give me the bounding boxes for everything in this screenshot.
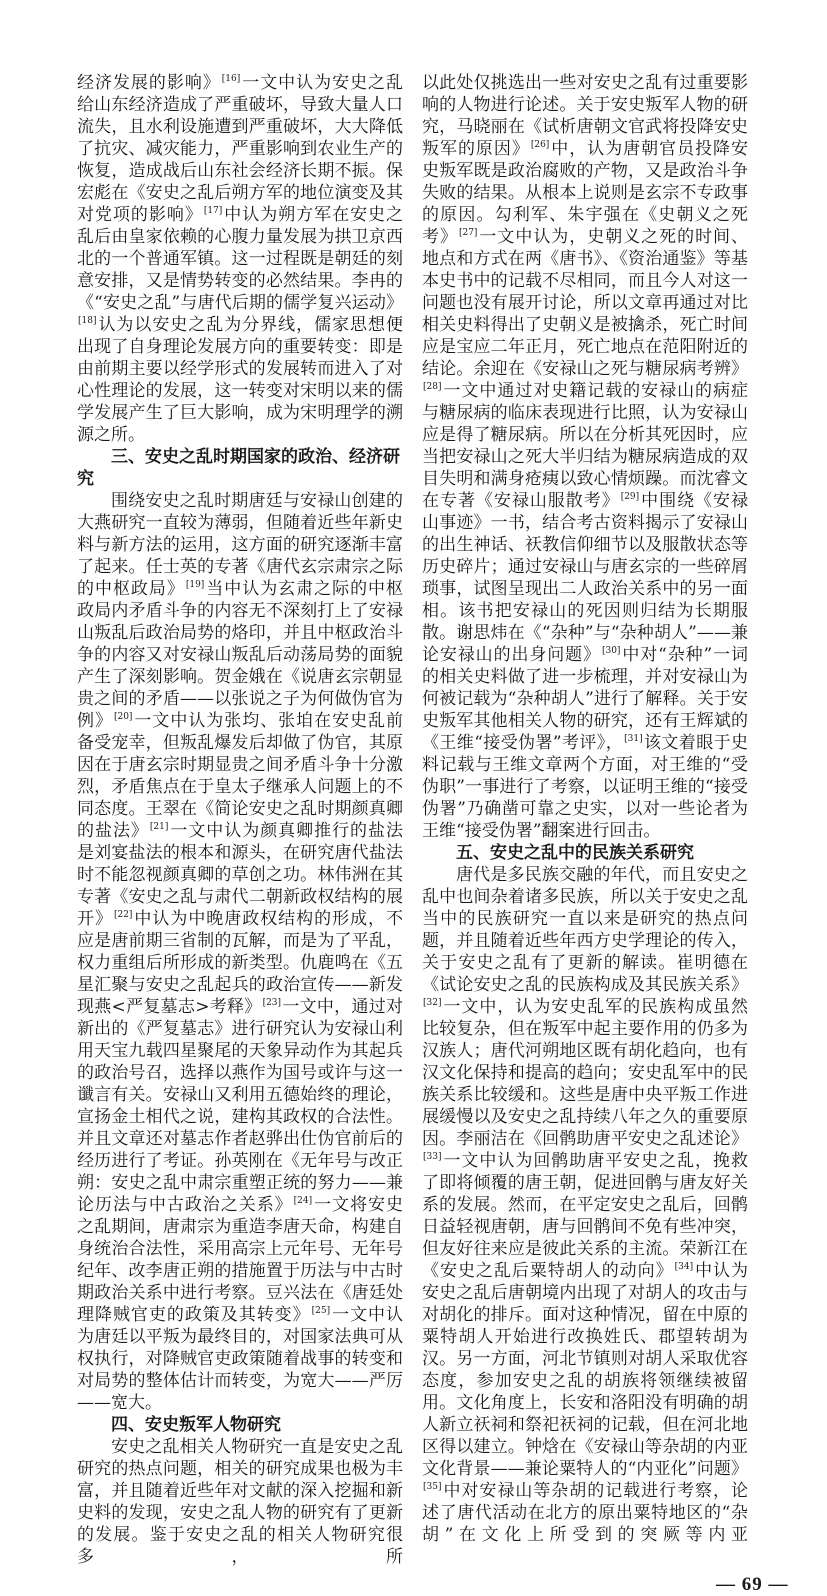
citation-ref: [24]	[293, 1196, 313, 1207]
citation-ref: [21]	[149, 822, 169, 833]
text-run: 一文中认为唐廷以平叛为最终目的，对国家法典可从权执行，对降贼官吏政策随着战事的转变和对局势的整体估计而转变，为宽大——严厉——宽大。	[77, 1305, 404, 1413]
body-paragraph	[422, 864, 748, 1546]
right-column	[422, 72, 748, 1546]
citation-ref: [33]	[423, 1152, 442, 1163]
citation-ref: [35]	[423, 1482, 442, 1493]
citation-ref: [20]	[113, 712, 133, 723]
text-run: 唐代是多民族交融的年代，而且安史之乱中也间杂着诸多民族，所以关于安史之乱当中的民族研究一直以来是研究的热点问题，并且随着近些年西方史学理论的传入，关于安史之乱有了更新的解读。崔明德在《试论安史之乱的民族构成及其民族关系》	[422, 865, 748, 995]
citation-ref: [29]	[620, 492, 640, 503]
text-run: 中认为安史之乱后唐朝境内出现了对胡人的攻击与对胡化的排斥。面对这种情况，留在中原的粟特胡人开始进行改换姓氏、郡望转胡为汉。另一方面，河北节镇则对胡人采取优容态度，参加安史之乱的胡族将领继续被留用。文化角度上，长安和洛阳没有明确的胡人新立祆祠和祭祀祆祠的记载，但在河北地区得以建立。钟焓在《安禄山等杂胡的内亚文化背景——兼论粟特人的“内亚化”问题》	[422, 1261, 749, 1479]
citation-ref: [22]	[113, 910, 133, 921]
left-column	[77, 72, 403, 1568]
text-run: 经济发展的影响》	[77, 73, 221, 93]
body-paragraph	[77, 490, 403, 1414]
citation-ref: [18]	[78, 316, 97, 327]
text-run: 认为以安史之乱为分界线，儒家思想便出现了自身理论发展方向的重要转变：即是由前期主要以经学形式的发展转而进入了对心性理论的发展，这一转变对宋明以来的儒学发展产生了巨大影响，成为宋明理学的溯源之所。	[77, 315, 403, 445]
citation-ref: [16]	[221, 74, 241, 85]
text-run: 中认为中晚唐政权结构的形成，不应是唐前期三省制的瓦解，而是为了平乱，权力重组后所形成的新类型。仇鹿鸣在《五星汇聚与安史之乱起兵的政治宣传——新发现燕<严复墓志>考释》	[77, 909, 404, 1017]
citation-ref: [23]	[262, 998, 282, 1009]
citation-ref: [34]	[674, 1262, 694, 1273]
text-run: 中认为朔方军在安史之乱后由皇家依赖的心腹力量发展为拱卫京西北的一个普通军镇。这一过程既是朝廷的刻意安排，又是情势转变的必然结果。李冉的《“安史之乱”与唐代后期的儒学复兴运动》	[77, 205, 404, 313]
text-run: 中对“杂种”一词的相关史料做了进一步梳理，并对安禄山为何被记载为“杂种胡人”进行了解释。关于安史叛军其他相关人物的研究，还有王辉斌的《王维“接受伪署”考评》，	[422, 645, 749, 753]
text-run: 一文中认为，史朝义之死的时间、地点和方式在两《唐书》、《资治通鉴》等基本史书中的记载不尽相同，而且今人对这一问题也没有展开讨论，所以文章再通过对比相关史料得出了史朝义是被擒杀，死亡时间应是宝应二年正月，死亡地点在范阳附近的结论。余迎在《安禄山之死与糖尿病考辨》	[422, 227, 749, 379]
citation-ref: [30]	[601, 646, 621, 657]
text-run: 该文着眼于史料记载与王维文章两个方面，对王维的“受伪职”一事进行了考察，以证明王维的“接受伪署”乃确凿可靠之史实，以对一些论者为王维“接受伪署”翻案进行回击。	[422, 733, 749, 841]
text-run: 一文中认为安史之乱给山东经济造成了严重破坏，导致大量人口流失，且水利设施遭到严重破坏，大大降低了抗灾、减灾能力，严重影响到农业生产的恢复，造成战后山东社会经济长期不振。保宏彪在《安史之乱后朔方军的地位演变及其对党项的影响》	[77, 73, 404, 225]
text-run: 以此处仅挑选出一些对安史之乱有过重要影响的人物进行论述。关于安史叛军人物的研究，马晓丽在《试析唐朝文官武将投降安史叛军的原因》	[422, 73, 748, 159]
body-paragraph	[77, 72, 403, 446]
text-run: 一文中认为回鹘助唐平安史之乱，挽救了即将倾覆的唐王朝，促进回鹘与唐友好关系的发展。然而，在平定安史之乱后，回鹘日益轻视唐朝，唐与回鹘间不免有些冲突，但友好往来应是彼此关系的主流。荣新江在《安史之乱后粟特胡人的动向》	[422, 1151, 748, 1281]
text-run: 一文中认为张均、张垍在安史乱前备受宠幸，但叛乱爆发后却做了伪官，其原因在于唐玄宗时期显贵之间矛盾斗争十分激烈，矛盾焦点在于皇太子继承人问题上的不同态度。王翠在《简论安史之乱时期颜真卿的盐法》	[77, 711, 404, 841]
text-run: 中围绕《安禄山事迹》一书，结合考古资料揭示了安禄山的出生神话、祆教信仰细节以及服散状态等历史碎片；通过安禄山与唐玄宗的一些碎屑琐事，试图呈现出二人政治关系中的另一面相。该书把安禄山的死因则归结为长期服散。谢思炜在《“杂种”与“杂种胡人”——兼论安禄山的出身问题》	[422, 491, 749, 665]
section-heading: 五、安史之乱中的民族关系研究	[456, 843, 694, 863]
body-paragraph	[77, 1436, 403, 1568]
citation-ref: [25]	[311, 1306, 331, 1317]
citation-ref: [26]	[530, 140, 550, 151]
citation-ref: [27]	[458, 228, 478, 239]
text-run: 中，认为唐朝官员投降安史叛军既是政治腐败的产物，又是政治斗争失败的结果。从根本上说则是玄宗不专政事的原因。勾利军、朱宇强在《史朝义之死考》	[422, 139, 749, 247]
citation-ref: [19]	[185, 580, 205, 591]
text-run: 安史之乱相关人物研究一直是安史之乱研究的热点问题，相关的研究成果也极为丰富，并且随着近些年对文献的深入挖掘和新史料的发现，安史之乱人物的研究有了更新的发展。鉴于安史之乱的相关人物研究很多，所	[77, 1437, 403, 1567]
citation-ref: [28]	[423, 382, 442, 393]
citation-ref: [31]	[624, 734, 643, 745]
section-heading: 四、安史叛军人物研究	[111, 1415, 281, 1435]
text-run: 当中认为玄肃之际的中枢政局内矛盾斗争的内容无不深刻打上了安禄山叛乱后政治局势的烙印，并且中枢政治斗争的内容又对安禄山叛乱后动荡局势的面貌产生了深刻影响。贺金娥在《说唐玄宗朝显贵之间的矛盾——以张说之子为何做伪官为例》	[77, 579, 404, 731]
text-run: 一文中，认为安史乱军的民族构成虽然比较复杂，但在叛军中起主要作用的仍多为汉族人；唐代河朔地区既有胡化趋向，也有汉文化保持和提高的趋向；安史乱军中的民族关系比较缓和。这些是唐中央平叛工作进展缓慢以及安史之乱持续八年之久的重要原因。李丽洁在《回鹘助唐平安史之乱述论》	[422, 997, 748, 1149]
text-run: 中对安禄山等杂胡的记载进行考察，论述了唐代活动在北方的原出粟特地区的“杂胡”在文化上所受到的突厥等内亚	[422, 1481, 748, 1545]
text-run: 一文将安史之乱期间，唐肃宗为重造李唐天命，构建自身统治合法性，采用高宗上元年号、无年号纪年、改李唐正朔的措施置于历法与中古时期政治关系中进行考察。豆兴法在《唐廷处理降贼官吏的政策及其转变》	[77, 1195, 404, 1325]
text-run: 围绕安史之乱时期唐廷与安禄山创建的大燕研究一直较为薄弱，但随着近些年新史料与新方法的运用，这方面的研究逐渐丰富了起来。任士英的专著《唐代玄宗肃宗之际的中枢政局》	[77, 491, 403, 599]
section-heading: 三、安史之乱时期国家的政治、经济研究	[77, 447, 400, 489]
citation-ref: [17]	[203, 206, 223, 217]
body-paragraph	[422, 72, 748, 842]
citation-ref: [32]	[423, 998, 442, 1009]
text-run: 一文中通过对史籍记载的安禄山的病症与糖尿病的临床表现进行比照，认为安禄山应是得了糖尿病。所以在分析其死因时，应当把安禄山之死大半归结为糖尿病造成的双目失明和满身疮痍以致心情烦躁。而沈睿文在专著《安禄山服散考》	[422, 381, 748, 511]
text-run: 一文中认为颜真卿推行的盐法是刘宴盐法的根本和源头，在研究唐代盐法时不能忽视颜真卿的草创之功。林伟洲在其专著《安史之乱与肃代二朝新政权结构的展开》	[77, 821, 404, 929]
text-run: 一文中，通过对新出的《严复墓志》进行研究认为安禄山利用天宝九载四星聚尾的天象异动作为其起兵的政治号召，选择以燕作为国号或许与这一谶言有关。安禄山又利用五德始终的理论，宣扬金土相代之说，建构其政权的合法性。并且文章还对墓志作者赵骅出仕伪官前后的经历进行了考证。孙英刚在《无年号与改正朔：安史之乱中肃宗重塑正统的努力——兼论历法与中古政治之关系》	[77, 997, 403, 1215]
page-number: — 69 —	[716, 1574, 789, 1595]
